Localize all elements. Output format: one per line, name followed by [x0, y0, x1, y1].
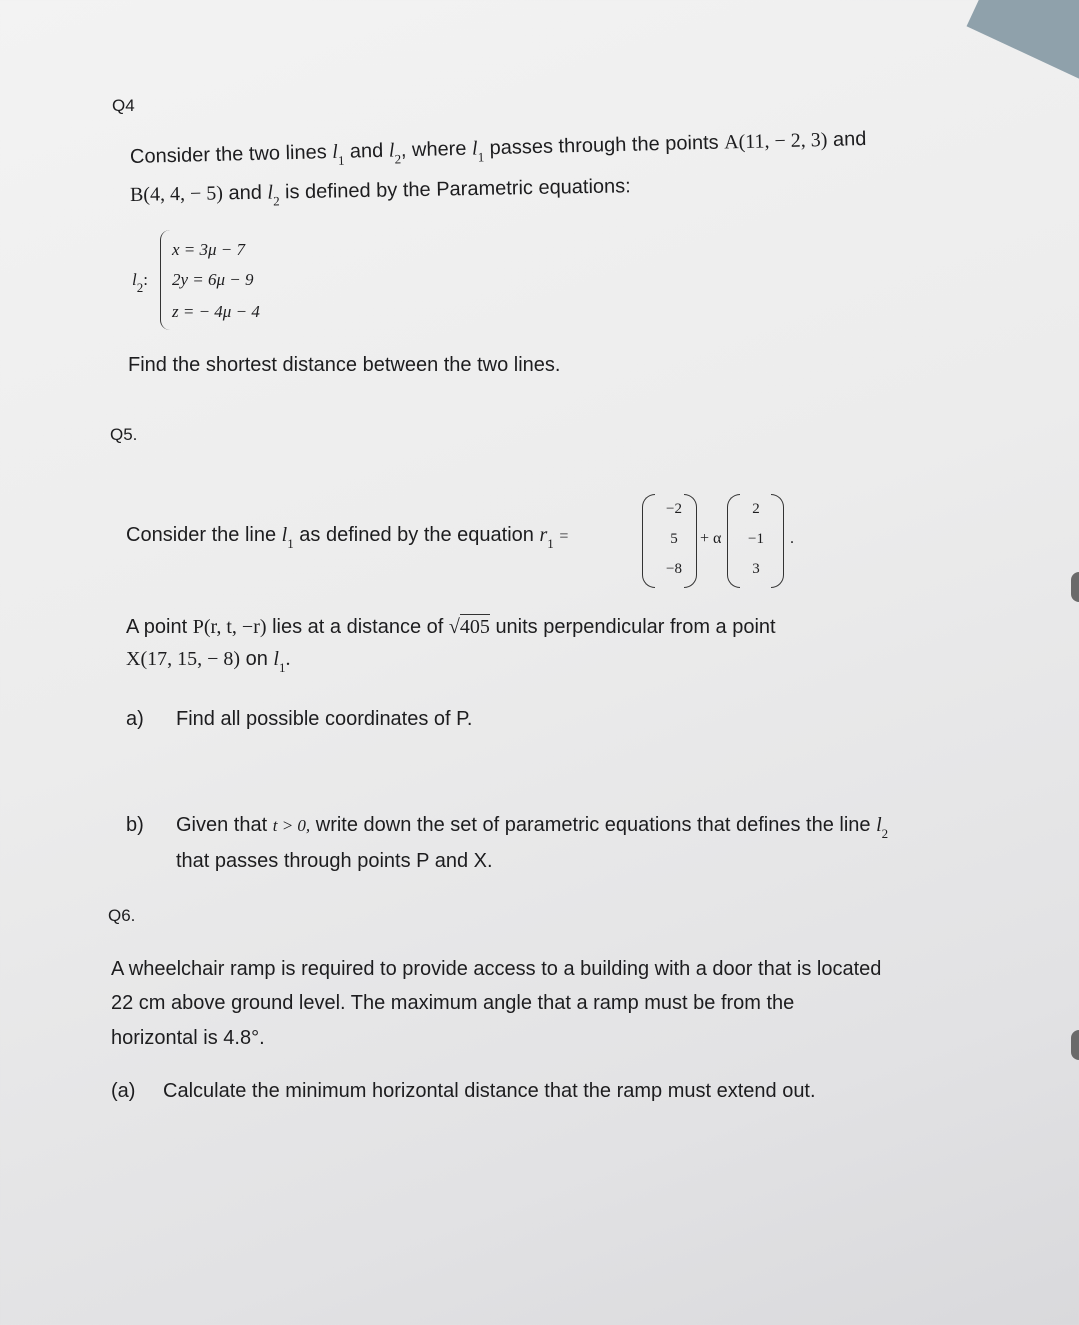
- subscript: 2: [881, 826, 889, 841]
- q6-part-a: Calculate the minimum horizontal distance that the ramp must extend out.: [163, 1080, 816, 1102]
- line-symbol: l: [132, 270, 137, 289]
- equals: =: [559, 528, 569, 545]
- line-symbol: l: [273, 648, 279, 670]
- q5-part-b-text: write down the set of parametric equations that defines the line: [315, 814, 871, 836]
- subscript: 1: [337, 152, 345, 168]
- vector-entry: −1: [748, 531, 764, 547]
- line-symbol: l: [388, 139, 395, 162]
- q4-and3: and: [228, 181, 263, 205]
- q6-line1: A wheelchair ramp is required to provide access to a building with a door that is located: [111, 958, 882, 980]
- q4-question: Find the shortest distance between the two lines.: [128, 354, 561, 376]
- q5-on: on: [245, 648, 268, 670]
- vector-entry: −2: [666, 501, 682, 517]
- q5-intro2: as defined by the equation: [299, 524, 534, 546]
- sqrt-405: √405: [448, 616, 490, 638]
- q5-part-b-line2: that passes through points P and X.: [176, 850, 493, 872]
- corner-shadow: [967, 0, 1079, 85]
- q6-label: Q6.: [108, 906, 136, 925]
- q6-line3: horizontal is 4.8°.: [111, 1027, 265, 1049]
- sqrt-value: 405: [459, 616, 490, 638]
- q5-text: A point: [126, 616, 188, 638]
- system-label: [132, 270, 148, 295]
- vector-entry: −8: [666, 561, 682, 577]
- point-p: P(r, t, −r): [192, 616, 267, 638]
- vector-bracket-right: [684, 494, 697, 588]
- edge-clip: [1071, 1030, 1079, 1060]
- line-symbol: l: [332, 140, 339, 164]
- subscript: 2: [136, 280, 144, 295]
- point-x: X(17, 15, − 8): [126, 648, 241, 670]
- q6-line2: 22 cm above ground level. The maximum angle that a ramp must be from the: [111, 992, 795, 1014]
- line-symbol: l: [281, 524, 288, 546]
- subscript: 1: [278, 660, 286, 675]
- q4-intro: Consider the two lines: [129, 141, 327, 168]
- point-a: A(11, − 2, 3): [723, 128, 828, 154]
- subscript: 2: [273, 193, 280, 209]
- q4-where: , where: [400, 137, 467, 162]
- equation-y: 2y = 6μ − 9: [172, 270, 254, 289]
- vector-bracket-left: [642, 494, 655, 588]
- period: .: [790, 530, 794, 547]
- equation-x: x = 3μ − 7: [172, 240, 246, 259]
- q4-line2: [130, 175, 631, 207]
- subscript: 2: [394, 151, 402, 167]
- plus-alpha: + α: [700, 530, 722, 547]
- condition: t > 0,: [272, 816, 311, 835]
- q5-part-a-label: a): [126, 708, 144, 730]
- edge-clip: [1071, 572, 1079, 602]
- point-b: B(4, 4, − 5): [129, 182, 224, 206]
- r-symbol: r: [539, 524, 548, 546]
- q6-part-a-label: (a): [111, 1080, 136, 1102]
- q4-defined: is defined by the Parametric equations:: [284, 175, 631, 204]
- colon: :: [143, 270, 148, 289]
- line-symbol: l: [876, 814, 882, 836]
- q5-part-b-text: Given that: [176, 814, 268, 836]
- subscript: 1: [547, 536, 554, 551]
- q5-point-line: [126, 616, 776, 639]
- q5-part-b-label: b): [126, 814, 144, 836]
- q5-point-x-line: [126, 648, 291, 675]
- q5-intro: Consider the line: [126, 524, 277, 546]
- q5-text: units perpendicular from a point: [495, 616, 776, 638]
- subscript: 1: [287, 536, 294, 551]
- system-brace: [160, 230, 171, 330]
- q5-text: lies at a distance of: [272, 616, 444, 638]
- q4-line1: [130, 128, 867, 169]
- q5-part-b-line1: [176, 814, 889, 841]
- period: .: [285, 648, 291, 670]
- q4-and2: and: [832, 128, 867, 151]
- q5-label: Q5.: [110, 425, 138, 444]
- q5-line-intro: [126, 524, 569, 551]
- direction-vector: [739, 494, 773, 584]
- line-symbol: l: [267, 181, 274, 204]
- vector-entry: 2: [752, 501, 760, 517]
- equation-z: z = − 4μ − 4: [172, 302, 260, 321]
- vector-entry: 5: [670, 531, 678, 547]
- subscript: 1: [477, 149, 485, 165]
- vector-entry: 3: [752, 561, 760, 577]
- q4-label: Q4: [112, 96, 135, 115]
- q4-and: and: [349, 139, 384, 163]
- line-symbol: l: [471, 137, 478, 160]
- q5-part-a: Find all possible coordinates of P.: [176, 708, 473, 730]
- vector-bracket-right: [771, 494, 784, 588]
- q4-passes: passes through the points: [489, 131, 719, 160]
